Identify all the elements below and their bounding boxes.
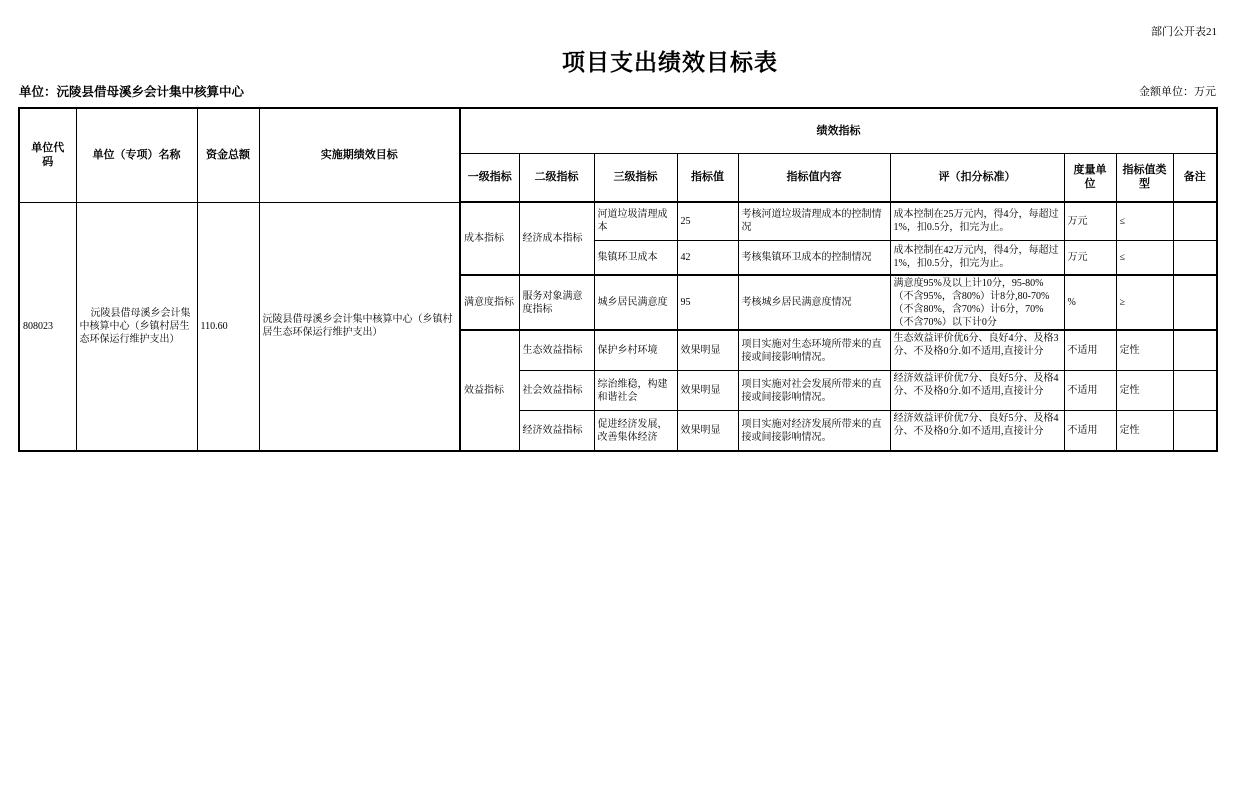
cell-l3: 促进经济发展，改善集体经济 xyxy=(594,411,677,452)
cell-type: ≤ xyxy=(1116,202,1173,240)
header-remark: 备注 xyxy=(1173,153,1217,202)
cell-remark xyxy=(1173,371,1217,411)
cell-type: ≤ xyxy=(1116,240,1173,275)
cell-value: 42 xyxy=(677,240,738,275)
header-unit-code: 单位代码 xyxy=(19,108,76,202)
cell-type: 定性 xyxy=(1116,411,1173,452)
table-row xyxy=(19,202,1217,240)
cell-standard: 经济效益评价优7分、良好5分、及格4分、不及格0分.如不适用,直接计分 xyxy=(890,411,1064,452)
cell-content: 项目实施对生态环境所带来的直接或间接影响情况。 xyxy=(738,330,890,371)
header-perf-group: 绩效指标 xyxy=(460,108,1217,153)
cell-l3: 城乡居民满意度 xyxy=(594,275,677,330)
cell-l2-social: 社会效益指标 xyxy=(519,371,594,411)
cell-unit: 万元 xyxy=(1064,202,1116,240)
cell-remark xyxy=(1173,240,1217,275)
cell-l3: 河道垃圾清理成本 xyxy=(594,202,677,240)
cell-type: 定性 xyxy=(1116,371,1173,411)
cell-standard: 生态效益评价优6分、良好4分、及格3分、不及格0分.如不适用,直接计分 xyxy=(890,330,1064,371)
cell-remark xyxy=(1173,411,1217,452)
cell-content: 项目实施对社会发展所带来的直接或间接影响情况。 xyxy=(738,371,890,411)
header-impl-target: 实施期绩效目标 xyxy=(259,108,460,202)
header-total-fund: 资金总额 xyxy=(197,108,259,202)
cell-unit: 不适用 xyxy=(1064,411,1116,452)
cell-l2-ecological: 生态效益指标 xyxy=(519,330,594,371)
cell-unit: % xyxy=(1064,275,1116,330)
header-score-standard: 评（扣分标准） xyxy=(890,153,1064,202)
page-title: 项目支出绩效目标表 xyxy=(562,50,778,75)
performance-target-table xyxy=(18,107,1218,452)
cell-content: 考核河道垃圾清理成本的控制情况 xyxy=(738,202,890,240)
cell-l2-economic-benefit: 经济效益指标 xyxy=(519,411,594,452)
cell-value: 效果明显 xyxy=(677,330,738,371)
cell-unit: 不适用 xyxy=(1064,330,1116,371)
cell-remark xyxy=(1173,275,1217,330)
cell-standard: 经济效益评价优7分、良好5分、及格4分、不及格0分.如不适用,直接计分 xyxy=(890,371,1064,411)
header-unit-name: 单位（专项）名称 xyxy=(76,108,197,202)
cell-value: 效果明显 xyxy=(677,411,738,452)
cell-unit: 不适用 xyxy=(1064,371,1116,411)
cell-l3: 集镇环卫成本 xyxy=(594,240,677,275)
header-row-group xyxy=(19,108,1217,153)
cell-l1-benefit: 效益指标 xyxy=(460,330,519,451)
cell-content: 考核集镇环卫成本的控制情况 xyxy=(738,240,890,275)
cell-value: 效果明显 xyxy=(677,371,738,411)
cell-l1-cost: 成本指标 xyxy=(460,202,519,275)
cell-remark xyxy=(1173,202,1217,240)
header-l3: 三级指标 xyxy=(594,153,677,202)
header-l2: 二级指标 xyxy=(519,153,594,202)
header-value: 指标值 xyxy=(677,153,738,202)
header-value-content: 指标值内容 xyxy=(738,153,890,202)
cell-total-fund: 110.60 xyxy=(197,202,259,451)
cell-l2-service-satisfaction: 服务对象满意度指标 xyxy=(519,275,594,330)
cell-standard: 满意度95%及以上计10分，95-80%（不含95%，含80%）计8分,80-70%（不含80%，含70%）计6分，70%（不含70%）以下计0分 xyxy=(890,275,1064,330)
cell-l3: 综治维稳，构建和谐社会 xyxy=(594,371,677,411)
cell-type: 定性 xyxy=(1116,330,1173,371)
cell-value: 25 xyxy=(677,202,738,240)
header-value-type: 指标值类型 xyxy=(1116,153,1173,202)
unit-line: 单位：沅陵县借母溪乡会计集中核算中心 xyxy=(19,85,245,99)
header-measure-unit: 度量单位 xyxy=(1064,153,1116,202)
cell-standard: 成本控制在25万元内，得4分，每超过1%，扣0.5分，扣完为止。 xyxy=(890,202,1064,240)
header-l1: 一级指标 xyxy=(460,153,519,202)
cell-standard: 成本控制在42万元内，得4分，每超过1%，扣0.5分，扣完为止。 xyxy=(890,240,1064,275)
cell-remark xyxy=(1173,330,1217,371)
cell-type: ≥ xyxy=(1116,275,1173,330)
cell-l3: 保护乡村环境 xyxy=(594,330,677,371)
cell-unit-code: 808023 xyxy=(19,202,76,451)
cell-value: 95 xyxy=(677,275,738,330)
amount-unit-line: 金额单位：万元 xyxy=(1139,86,1216,98)
cell-unit-name: 沅陵县借母溪乡会计集中核算中心（乡镇村居生态环保运行维护支出） xyxy=(76,202,197,451)
cell-l1-satisfaction: 满意度指标 xyxy=(460,275,519,330)
cell-unit: 万元 xyxy=(1064,240,1116,275)
cell-impl-target: 沅陵县借母溪乡会计集中核算中心（乡镇村居生态环保运行维护支出） xyxy=(259,202,460,451)
doc-label: 部门公开表21 xyxy=(1151,26,1217,38)
cell-content: 项目实施对经济发展所带来的直接或间接影响情况。 xyxy=(738,411,890,452)
cell-l2-economic-cost: 经济成本指标 xyxy=(519,202,594,275)
cell-content: 考核城乡居民满意度情况 xyxy=(738,275,890,330)
